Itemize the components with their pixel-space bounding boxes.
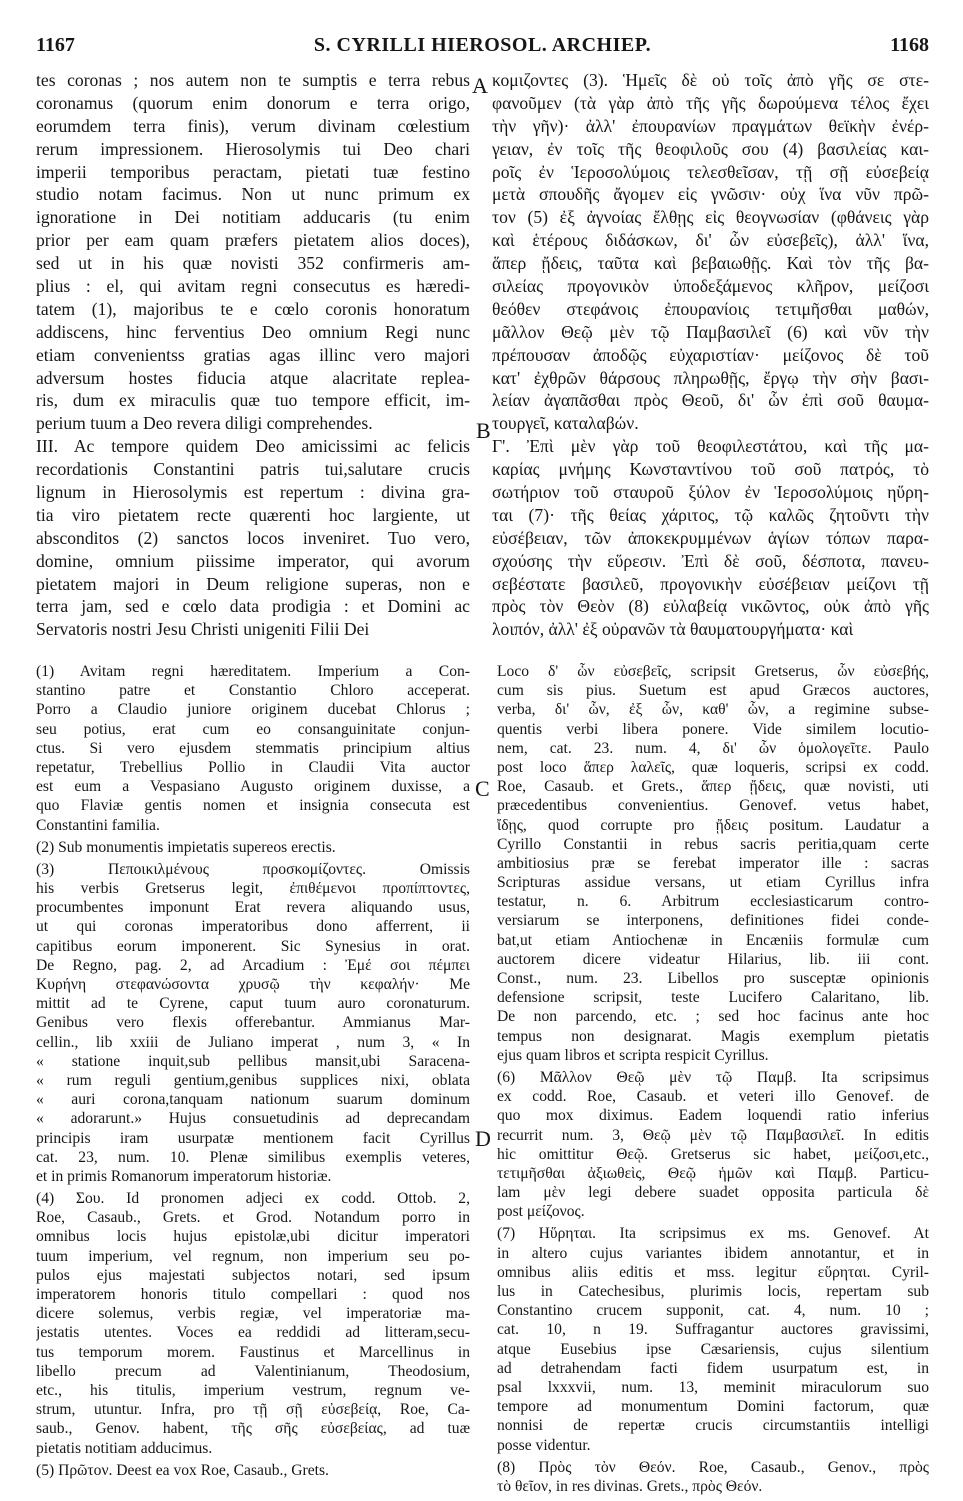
- footnote-line: (6) Μᾶλλον Θεῷ μὲν τῷ Παμβ. Ita scripsimus: [497, 1068, 929, 1086]
- footnote-line: De Regno, pag. 2, ad Arcadium : Ἐμέ σοι πέμπει: [36, 956, 470, 974]
- greek-text-line: καρίας μνήμης Κωνσταντίνου τοῦ σοῦ πατρός, τὸ: [492, 459, 929, 480]
- footnote-line: Constantini familia.: [36, 816, 160, 834]
- page-header: [36, 34, 929, 60]
- footnote-line: testatur, n. 6. Arbitrum ecclesiasticarum contro-: [497, 893, 929, 911]
- footnote-line: (1) Avitam regni hæreditatem. Imperium a Con-: [36, 663, 470, 680]
- latin-text-line: terra jam, sed e cœlo data prodigia : et Domini ac: [36, 596, 470, 617]
- latin-text-line: ris, dum ex miraculis quæ tuo tempore efficit, im-: [36, 390, 470, 411]
- latin-text-line: coronamus (quorum enim donorum e terra origo,: [36, 92, 470, 113]
- footnote-line: nonnisi de repertæ crucis circumstantiis intelligi: [497, 1417, 929, 1435]
- footnote-line: ἴδῃς, quod corrupte pro ᾔδεις positum. Laudatur a: [497, 816, 929, 834]
- footnote-line: Const., num. 23. Libellos pro susceptæ opinionis: [497, 970, 929, 987]
- latin-text-line: rerum impressionem. Hierosolymis tui Deo chari: [36, 138, 470, 159]
- latin-text-line: tia viro pietatem recte quærenti hoc largiente, ut: [36, 504, 470, 525]
- greek-text-line: θεόθεν στεφάνοις ἐπουρανίοις τετιμῆσθαι μαθών,: [492, 298, 929, 319]
- footnote-line: quo Flaviæ gentis nomen et insignia consecuta est: [36, 797, 470, 815]
- footnote-line: Roe, Casaub. et Grets., ἅπερ ᾔδεις, quæ novisti, uti: [497, 778, 929, 796]
- footnote-line: omnibus aliis editis et mss. legitur εὕρηται. Cyril-: [497, 1263, 929, 1281]
- footnote-line: post μείζονος.: [497, 1203, 585, 1221]
- latin-text-line: recordationis Constantini patris tui,salutare crucis: [36, 459, 470, 480]
- latin-text-line: perium tuum a Deo revera diligi comprehendes.: [36, 413, 373, 434]
- footnote-line: τετιμῆσθαι ἀξιωθεὶς, Θεῷ ἡμῶν καὶ Παμβ. Particu-: [497, 1164, 929, 1182]
- footnote-line: tempus non designarat. Magis exemplum pietatis: [497, 1027, 929, 1045]
- footnote-line: bat,ut etiam Antiochenæ in Encæniis formulæ cum: [497, 931, 929, 949]
- latin-text-line: Servatoris nostri Jesu Christi unigeniti Filii Dei: [36, 619, 370, 640]
- latin-text-line: absconditos (2) sanctos locos inveniret. Tuo vero,: [36, 527, 470, 548]
- latin-text-line: studio notam facimus. Non ut nunc primum ex: [36, 184, 470, 205]
- footnote-line: Roe, Casaub., Grets. et Grod. Notandum porro in: [36, 1209, 470, 1227]
- footnote-line: ut qui coronas imperatoribus dono afferrent, ii: [36, 918, 470, 936]
- page-number-left: 1167: [36, 34, 75, 56]
- footnote-line: ctus. Si vero ejusdem stemmatis principium altius: [36, 739, 470, 757]
- greek-text-line: ἅπερ ᾔδεις, ταῦτα καὶ βεβαιωθῇς. Καὶ τὸν τῆς βα-: [492, 253, 929, 274]
- greek-text-line: γειαν, ἐν τοῖς τῆς θεοφιλοῦς σου (4) βασιλείας και-: [492, 138, 929, 159]
- footnote-line: De non parcendo, etc. ; sed hoc facinus ante hoc: [497, 1008, 929, 1026]
- latin-text-line: tes coronas ; nos autem non te sumptis e terra rebus: [36, 70, 470, 90]
- greek-text-line: σχούσης τὴν εὕρεσιν. Ἐπὶ δὲ σοῦ, δέσποτα, πανευ-: [492, 550, 929, 571]
- latin-text-line: etiam convenientss gratias agas illinc vero majori: [36, 344, 470, 365]
- footnote-line: omnibus locis hujus epistolæ,ubi dicitur imperatori: [36, 1228, 470, 1246]
- footnote-line: ad detrahendam facti fidem usurpatum est, in: [497, 1359, 929, 1377]
- footnote-line: versiarum se interponens, definitiones fidei conde-: [497, 912, 929, 930]
- greek-text-line: πρέπουσαν ἀποδῷς εὐχαριστίαν· μείζονος δὲ τοῦ: [492, 344, 929, 365]
- footnote-line: Cyrillo Constantii in rebus sacris peritia,quam certe: [497, 835, 929, 853]
- footnote-line: lam μὲν legi debere suadet opposita particula δὲ: [497, 1184, 929, 1202]
- footnote-line: Constantino crucem supponit, cat. 4, num. 10 ;: [497, 1302, 929, 1320]
- footnote-line: quo mox diximus. Eadem loquendi ratio inferius: [497, 1107, 929, 1125]
- footnote-line: repetatur, Trebellius Pollio in Claudii Vita auctor: [36, 758, 470, 776]
- latin-text-line: lignum in Hierosolymis est repertum : divina gra-: [36, 482, 470, 503]
- footnote-line: verba, δι' ὧν, ἐξ ὧν, καθ' ὧν, a regimine subse-: [497, 701, 929, 719]
- footnote-line: atque Eusebius ipse Cæsariensis, cujus silentium: [497, 1340, 929, 1358]
- greek-text-column: [492, 69, 929, 641]
- greek-text-line: σωτήριον τοῦ σταυροῦ ξύλον ἐν Ἱεροσολύμοις ηὕρη-: [492, 482, 929, 503]
- greek-text-line: τὴν γῆν)· ἀλλ' ἐπουρανίων πραγμάτων θεϊκὴν ἐνέρ-: [492, 115, 929, 136]
- greek-text-line: πρὸς τὸν Θεὸν (8) εὐλαβείᾳ νικῶντος, οὐκ ἀπὸ γῆς: [492, 596, 929, 617]
- greek-text-line: κατ' ἐχθρῶν θάρσους πληρωθῇς, ἔργῳ τὴν σὴν βασι-: [492, 367, 929, 388]
- footnote-line: « auri corona,tanquam nationum suarum dominum: [36, 1091, 470, 1109]
- footnote-line: « adorarunt.» Hujus consuetudinis ad deprecandam: [36, 1110, 470, 1128]
- footnote-line: seu potius, erat cum eo consanguinitate conjun-: [36, 720, 470, 738]
- greek-text-line: σιλείας προγονικὸν ὑποδεξάμενος κλῆρον, μείζοσι: [492, 276, 929, 297]
- footnote-line: præcedentibus convenientius. Genovef. vetus habet,: [497, 797, 929, 815]
- footnote-line: principis iram usurpatæ mentionem facit Cyrillus: [36, 1129, 470, 1147]
- footnote-line: τὸ θεῖον, in res divinas. Grets., πρὸς Θεόν.: [497, 1477, 763, 1495]
- page-number-right: 1168: [890, 34, 929, 56]
- footnote-line: etc., his titulis, imperium vestrum, regnum ve-: [36, 1381, 470, 1399]
- footnote-line: psal lxxxvii, num. 13, meminit miraculorum suo: [497, 1378, 929, 1396]
- latin-text-line: III. Ac tempore quidem Deo amicissimi ac felicis: [36, 436, 470, 457]
- footnote-line: et in primis Romanorum imperatorum historiæ.: [36, 1167, 332, 1185]
- footnote-line: strum, utuntur. Infra, pro τῇ σῇ εὐσεβείᾳ, Roe, Ca-: [36, 1401, 470, 1419]
- greek-text-line: μᾶλλον Θεῷ μὲν τῷ Παμβασιλεῖ (6) καὶ νῦν τὴν: [492, 321, 929, 342]
- greek-text-line: λοιπόν, ἀλλ' ἐξ οὐρανῶν τὰ θαυματουργήματα· καὶ: [492, 619, 854, 640]
- footnote-line: jestatis utentes. Voces ea reddidi ad litteram,secu-: [36, 1324, 470, 1342]
- greek-text-line: ροῖς ἐν Ἱεροσολύμοις τελεσθεῖσαν, τῇ σῇ εὐσεβείᾳ: [492, 161, 929, 182]
- footnote-line: quentis verbi libera ponere. Vide similem locutio-: [497, 720, 929, 738]
- footnote-line: (5) Πρῶτον. Deest ea vox Roe, Casaub., Grets.: [36, 1461, 329, 1479]
- footnote-line: tempore ad monumentum Domini factorum, quæ: [497, 1398, 929, 1416]
- margin-marker-b: B: [476, 418, 491, 443]
- footnote-line: pulos ejus majestati subjectos notari, sed ipsum: [36, 1266, 470, 1284]
- footnote-line: (2) Sub monumentis impietatis supereos erectis.: [36, 838, 336, 856]
- footnote-line: « statione inquit,sub pellibus mansit,ubi Saracena-: [36, 1052, 470, 1070]
- latin-text-line: pietatem majori in Deum religione superas, non e: [36, 573, 470, 594]
- footnote-line: post loco ἅπερ λαλεῖς, quæ loqueris, scripsi ex codd.: [497, 758, 929, 776]
- footnote-line: saub., Genov. habent, τῆς σῆς εὐσεβείας, ad tuæ: [36, 1420, 470, 1438]
- latin-text-line: plius : el, qui avitam regni consecutus es hæredi-: [36, 276, 470, 297]
- latin-text-line: eorumdem terra finis), verum divinam cœlestium: [36, 115, 470, 136]
- footnote-line: cum sis pius. Suetum est apud Græcos auctores,: [497, 682, 929, 700]
- footnotes-left-column: [36, 662, 470, 1480]
- footnote-line: imperatorem honoris titulo compellari : quod nos: [36, 1286, 470, 1303]
- footnote-line: nem, cat. 23. num. 4, δι' ὧν ὁμολογεῖτε. Paulo: [497, 739, 929, 757]
- footnote-line: Κυρήνη στεφανώσοντα χρυσῷ τὴν κεφαλήν· Me: [36, 976, 470, 993]
- greek-text-line: μετὰ σπουδῆς ἄγομεν εἰς γνῶσιν· οὐχ ἵνα νῦν πρῶ-: [492, 184, 929, 205]
- footnote-line: ambitiosius præ se ferebat imperator ille : sacras: [497, 854, 929, 872]
- footnote-line: lus in Catechesibus, plurimis locis, repertam sub: [497, 1283, 929, 1300]
- footnote-line: defensione scripsit, teste Lucifero Calaritano, lib.: [497, 989, 929, 1007]
- footnote-line: cat. 10, n 19. Suffragantur auctores gravissimi,: [497, 1321, 929, 1339]
- greek-text-line: τουργεῖ, καταλαβών.: [492, 413, 639, 434]
- margin-marker-a: A: [472, 73, 488, 98]
- footnote-line: procumbentes imponunt Erat revera aliquando usus,: [36, 899, 470, 917]
- greek-text-line: σεβέστατε βασιλεῦ, προγονικὴν εὐσέβειαν μείζονι τῇ: [492, 573, 929, 594]
- footnote-line: Scripturas assidue versans, ut etiam Cyrillus infra: [497, 874, 929, 892]
- footnote-line: hic omittitur Θεῷ. Gretserus sic habet, μείζοσι,etc.,: [497, 1145, 929, 1163]
- running-title: S. CYRILLI HIEROSOL. ARCHIEP.: [313, 34, 652, 56]
- margin-marker-c: C: [475, 776, 490, 801]
- latin-text-line: tatem (1), majoribus te e cœlo coronis honoratum: [36, 298, 470, 319]
- latin-text-line: imperii temporibus peractam, pietati tuæ festino: [36, 161, 470, 182]
- footnote-line: cellin., lib xxiii de Juliano imperat , num 3, « In: [36, 1033, 470, 1051]
- footnote-line: ex codd. Roe, Casaub. et veteri illo Genovef. de: [497, 1088, 929, 1106]
- footnote-line: (4) Σου. Id pronomen adjeci ex codd. Ottob. 2,: [36, 1190, 470, 1208]
- latin-text-line: prior per eam quam præfers pietatem alios doces),: [36, 230, 470, 251]
- footnote-line: pietatis notitiam adducimus.: [36, 1439, 213, 1457]
- footnote-line: dicere solemus, verbis regiæ, vel imperatoriæ ma-: [36, 1305, 470, 1323]
- footnote-line: « rum reguli gentium,genibus supplices nixi, oblata: [36, 1071, 470, 1089]
- footnote-line: posse videntur.: [497, 1436, 591, 1454]
- footnote-line: ejus quam libros et scripta respicit Cyrillus.: [497, 1046, 769, 1064]
- footnote-line: Genibus vero flexis offerebantur. Ammianus Mar-: [36, 1014, 470, 1032]
- footnote-line: Loco δ' ὧν εὐσεβεῖς, scripsit Gretserus, ὧν εὐσεβής,: [497, 663, 929, 680]
- greek-text-line: τον (5) ἐξ ἀγνοίας ἔλθῃς εἰς θεογνωσίαν (φθάνεις γὰρ: [492, 207, 929, 228]
- greek-text-line: ται (7)· τῆς θείας χάριτος, τῷ καλῶς ζητοῦντι τὴν: [492, 504, 929, 525]
- footnote-line: tus temporum morem. Faustinus et Marcellinus in: [36, 1343, 470, 1361]
- footnote-line: est eum a Vespasiano Augusto originem duxisse, a: [36, 778, 470, 796]
- latin-text-line: addiscens, hinc ferventius Deo omnium Regi nunc: [36, 321, 470, 342]
- footnotes-right-column: [497, 662, 929, 1496]
- footnote-line: libello precum ad Valentinianum, Theodosium,: [36, 1362, 470, 1380]
- footnote-line: capitibus eorum imponerent. Sic Synesius in orat.: [36, 937, 470, 955]
- latin-text-line: sed ut in his quæ novisti 352 confirmeris am-: [36, 253, 470, 274]
- footnote-line: in altero cujus variantes ibidem annotantur, et in: [497, 1244, 929, 1262]
- footnote-line: (8) Πρὸς τὸν Θεόν. Roe, Casaub., Genov., πρὸς: [497, 1458, 929, 1476]
- footnote-line: his verbis Gretserus legit, ἐπιθέμενοι προπίπτοντες,: [36, 880, 470, 898]
- footnote-line: (3) Πεποικιλμένους προσκομίζοντες. Omissis: [36, 860, 470, 878]
- greek-text-line: φανοῦμεν (τὰ γὰρ ἀπὸ τῆς γῆς δωρούμενα τέλος ἔχει: [492, 92, 929, 113]
- footnote-line: tuum imperium, vel regnum, non imperium seu po-: [36, 1247, 470, 1265]
- footnote-line: recurrit num. 3, Θεῷ μὲν τῷ Παμβασιλεῖ. In editis: [497, 1126, 929, 1144]
- footnote-line: mittit ad te Cyrene, caput tuum auro coronaturum.: [36, 995, 470, 1013]
- latin-text-line: adversum hostes fiducia atque alacritate replea-: [36, 367, 470, 388]
- greek-text-line: κομιζοντες (3). Ἡμεῖς δὲ οὐ τοῖς ἀπὸ γῆς σε στε-: [492, 70, 929, 90]
- latin-text-column: [36, 69, 470, 641]
- latin-text-line: ignoratione in Dei notitiam adducaris (tu enim: [36, 207, 470, 228]
- margin-marker-d: D: [475, 1126, 491, 1151]
- greek-text-line: λείαν ἀγαπᾶσθαι πρὸς Θεοῦ, δι' ὧν ἐπὶ σοῦ θαυμα-: [492, 390, 929, 411]
- latin-text-line: domine, omnium piissime imperator, qui avorum: [36, 550, 470, 571]
- greek-text-line: Γ'. Ἐπὶ μὲν γὰρ τοῦ θεοφιλεστάτου, καὶ τῆς μα-: [492, 436, 929, 457]
- greek-text-line: εὐσέβειαν, τῶν ἀποκεκρυμμένων ἁγίων τόπων παρα-: [492, 527, 929, 548]
- greek-text-line: καὶ ἑτέρους διδάσκων, δι' ὧν εὐσεβεῖς), ἀλλ' ἵνα,: [492, 230, 929, 251]
- footnote-line: Porro a Claudio juniore originem ducebat Chlorus ;: [36, 701, 470, 719]
- footnote-line: (7) Ηὕρηται. Ita scripsimus ex ms. Genovef. At: [497, 1225, 929, 1243]
- footnote-line: stantino patre et Constantio Chloro acceperat.: [36, 682, 470, 700]
- footnote-line: cat. 23, num. 10. Plenæ similibus exemplis veteres,: [36, 1148, 470, 1166]
- footnote-line: auctorem dicere videatur Hilarius, lib. iii cont.: [497, 950, 929, 968]
